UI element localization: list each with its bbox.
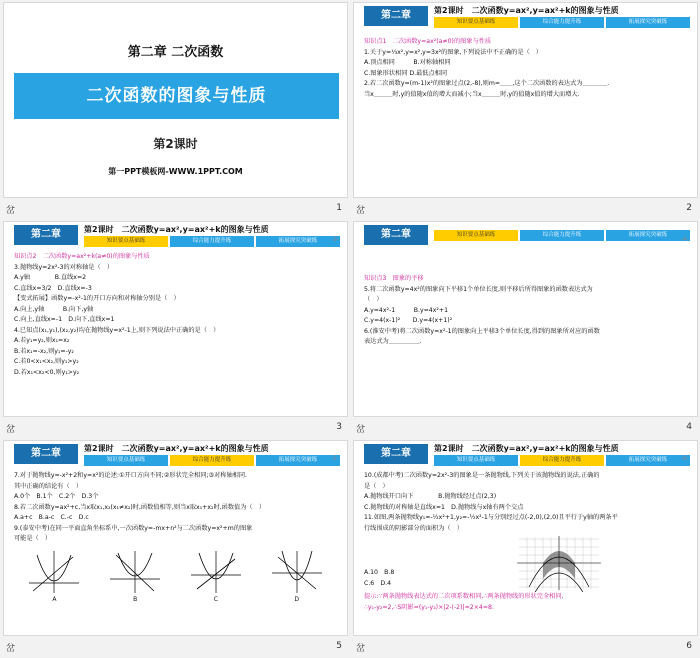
question-line: 行线围成的阴影部分的面积为（ ） (364, 524, 463, 532)
slide-header (4, 222, 347, 248)
page-indicator: -3- (330, 236, 339, 243)
slide-body (364, 37, 687, 100)
slide-header (354, 3, 697, 29)
knowledge-point: 知识点3 图象的平移 (364, 275, 424, 282)
option-line: C.抛物线的对称轴是直线x=1 D.抛物线与x轴有两个交点 (364, 503, 524, 511)
slide-canvas (3, 440, 348, 636)
option-line: C.直线x=3/2 D.直线x=-3 (14, 284, 92, 292)
slide-canvas (3, 221, 348, 417)
question-line: 表达式为＿＿＿＿＿. (364, 338, 422, 345)
session-label: 第2课时 (153, 137, 198, 151)
option-line: A.向上,y轴 B.向下,y轴 (14, 305, 94, 313)
slide-header (354, 441, 697, 467)
question-line: 11.如图,两条抛物线y₁=-½x²+1,y₂=-½x²-1与分别经过点(-2,0),(2,0)且平行于y轴的两条平 (364, 514, 618, 521)
knowledge-point: 知识点2 二次函数y=ax²+k(a≠0)的图象与性质 (14, 253, 150, 260)
tab-extension[interactable]: 拓展探究突破练 (606, 230, 690, 241)
question-line: （ ） (364, 296, 383, 303)
main-title: 二次函数的图象与性质 (86, 86, 267, 106)
question-line: 可能是（ ） (14, 535, 52, 542)
graph-choice[interactable] (267, 549, 327, 606)
slide-type-icon: 岔 (356, 644, 366, 654)
slide-type-icon: 岔 (6, 425, 16, 435)
shaded-parabolas-figure (514, 534, 604, 592)
slide-body (14, 252, 337, 378)
section-tabs (434, 230, 692, 241)
tab-basic[interactable]: 知识要点基础练 (434, 230, 518, 241)
slide-footer (3, 638, 348, 656)
choice-label: B (133, 595, 138, 603)
parabola-graph-icon (189, 549, 243, 595)
hint-line: 提示:∵两条抛物线表达式的二次项系数相同,∴两条抛物线的形状完全相同, (364, 593, 564, 600)
slide-type-icon: 岔 (6, 644, 16, 654)
choice-label: A (52, 595, 57, 603)
graph-choice[interactable] (24, 549, 84, 606)
option-line: B.若x₁=-x₂,则y₁=-y₂ (14, 347, 74, 355)
slide-header (4, 441, 347, 467)
slide-number: 1 (336, 203, 342, 213)
section-tabs (84, 455, 342, 466)
slide-2[interactable] (353, 2, 698, 218)
tab-comprehensive[interactable]: 综合能力提升练 (520, 17, 604, 28)
chapter-badge: 第二章 (364, 6, 428, 26)
question-line: 2.若二次函数y=(m-1)x²的图象过点(2,-8),则m=＿＿,这个二次函数的表达式为＿＿＿＿. (364, 80, 610, 87)
question-line: 其中正确的结论有（ ） (14, 482, 83, 490)
parabola-graph-icon (27, 549, 81, 595)
slide-body (14, 471, 337, 605)
slide-4[interactable] (353, 221, 698, 437)
question-line: 1.关于y=⅓x²,y=x²,y=3x²的图象,下列说法中不正确的是（ ） (364, 48, 543, 56)
slide-canvas (353, 440, 698, 636)
tab-comprehensive[interactable]: 综合能力提升练 (170, 236, 254, 247)
option-line: A.0个 B.1个 C.2个 D.3个 (14, 493, 99, 500)
question-line: 3.抛物线y=2x²-3的对称轴是（ ） (14, 263, 114, 271)
slide-header (354, 222, 697, 248)
slide-canvas (353, 221, 698, 417)
section-tabs (84, 236, 342, 247)
tab-comprehensive[interactable]: 综合能力提升练 (520, 230, 604, 241)
lesson-title: 第2课时 二次函数y=ax²,y=ax²+k的图象与性质 (84, 225, 269, 234)
slide-canvas (353, 2, 698, 198)
tab-extension[interactable]: 拓展探究突破练 (606, 455, 690, 466)
slide-type-icon: 岔 (356, 206, 366, 216)
slide-body (364, 274, 687, 348)
knowledge-point: 知识点1 二次函数y=ax²(a≠0)的图象与性质 (364, 38, 492, 45)
question-line: 5.将二次函数y=4x²的图象向下平移1个单位长度,则平移后所得图象的函数表达式为 (364, 285, 593, 293)
parabola-graph-icon (270, 549, 324, 595)
tab-extension[interactable]: 拓展探究突破练 (606, 17, 690, 28)
question-line: 10.(成都中考)二次函数y=2x²-3的图象是一条抛物线,下列关于该抛物线的说法,正确的 (364, 472, 600, 479)
option-line: C.6 D.4 (364, 579, 392, 587)
graph-choice[interactable] (105, 549, 165, 606)
question-line: 4.已知点(x₁,y₁),(x₂,y₂)均在抛物线y=x²-1上,则下列说法中正确的是（ ） (14, 326, 220, 334)
option-line: A.10 B.8 (364, 569, 395, 576)
slide-5[interactable] (3, 440, 348, 656)
tab-comprehensive[interactable]: 综合能力提升练 (170, 455, 254, 466)
graph-choices (14, 549, 337, 606)
slide-footer (353, 638, 698, 656)
slide-type-icon: 岔 (6, 206, 16, 216)
slide-footer (353, 419, 698, 437)
slide-footer (3, 419, 348, 437)
choice-label: D (294, 595, 299, 603)
slide-type-icon: 岔 (356, 425, 366, 435)
chapter-badge: 第二章 (364, 444, 428, 464)
title-band (14, 73, 339, 119)
slide-footer (353, 200, 698, 218)
lesson-title: 第2课时 二次函数y=ax²,y=ax²+k的图象与性质 (84, 444, 269, 453)
option-line: C.若0<x₁<x₂,则y₁>y₂ (14, 358, 79, 365)
slide-number: 5 (336, 641, 342, 651)
option-line: C.图象形状相同 D.最低点相同 (364, 69, 448, 77)
hint-line: ∴y₁-y₂=2,∴S阴影=(y₁-y₂)×|2-(-2)|=2×4=8. (364, 603, 494, 611)
option-line: A.若y₁=y₂,则x₁=x₂ (14, 337, 70, 344)
section-tabs (434, 455, 692, 466)
slide-canvas (3, 2, 348, 198)
option-line: D.若x₁<x₂<0,则y₁>y₂ (14, 368, 80, 376)
slide-body (364, 471, 687, 613)
slide-number: 4 (686, 422, 692, 432)
option-line: A.抛物线开口向下 B.抛物线经过点(2,3) (364, 493, 497, 500)
tab-basic[interactable]: 知识要点基础练 (434, 455, 518, 466)
option-line: C.向上,直线x=-1 D.向下,直线x=1 (14, 316, 115, 323)
question-line: 是（ ） (364, 482, 389, 490)
site-label: 第一PPT模板网-WWW.1PPT.COM (108, 167, 243, 176)
slide-1[interactable] (3, 2, 348, 218)
slide-number: 3 (336, 422, 342, 432)
option-line: A.a+c B.a-c C.-c D.c (14, 514, 89, 521)
page-indicator: -6- (680, 455, 689, 462)
tab-extension[interactable]: 拓展探究突破练 (256, 236, 340, 247)
slide-number: 2 (686, 203, 692, 213)
lesson-title: 第2课时 二次函数y=ax²,y=ax²+k的图象与性质 (434, 444, 619, 453)
chapter-badge: 第二章 (14, 225, 78, 245)
section-tabs (434, 17, 692, 28)
option-line: A.y轴 B.直线x=2 (14, 274, 87, 281)
parabola-graph-icon (108, 549, 162, 595)
choice-label: C (213, 595, 218, 603)
slide-3[interactable] (3, 221, 348, 437)
chapter-title: 第二章 二次函数 (127, 45, 224, 60)
option-line: C.y=4(x-1)² D.y=4(x+1)² (364, 317, 453, 324)
tab-basic[interactable]: 知识要点基础练 (84, 236, 168, 247)
tab-extension[interactable]: 拓展探究突破练 (256, 455, 340, 466)
question-line: 9.(泰安中考)在同一平面直角坐标系中,一次函数y=-mx+n²与二次函数y=x²+m的图象 (14, 524, 253, 532)
graph-choice[interactable] (186, 549, 246, 606)
lesson-title: 第2课时 二次函数y=ax²,y=ax²+k的图象与性质 (434, 6, 619, 15)
question-line: 8.若二次函数y=ax²+c,当x取x₁,x₂(x₁≠x₂)时,函数值相等,则当x取x₁+x₂时,函数值为（ ） (14, 503, 265, 511)
page-indicator: -5- (330, 455, 339, 462)
question-line: 7.对于抛物线y=-x²+2和y=x²的论述:①开口方向不同;②形状完全相同;③对称轴相同. (14, 472, 247, 479)
slide-footer (3, 200, 348, 218)
option-line: A.顶点相同 B.对称轴相同 (364, 59, 451, 66)
tab-comprehensive[interactable]: 综合能力提升练 (520, 455, 604, 466)
slide-number: 6 (686, 641, 692, 651)
tab-basic[interactable]: 知识要点基础练 (434, 17, 518, 28)
question-line: 当x＿＿＿时,y的值随x值的增大而减小;当x＿＿＿时,y的值随x值的增大而增大. (364, 90, 580, 98)
question-line: 【变式拓展】函数y=-x²-1的开口方向和对称轴分别是（ ） (14, 295, 180, 302)
option-line: A.y=4x²-1 B.y=4x²+1 (364, 306, 449, 314)
slide-6[interactable] (353, 440, 698, 656)
page-indicator: -4- (680, 236, 689, 243)
chapter-badge: 第二章 (14, 444, 78, 464)
tab-basic[interactable]: 知识要点基础练 (84, 455, 168, 466)
chapter-badge: 第二章 (364, 225, 428, 245)
question-line: 6.(淮安中考)将二次函数y=x²-1的图象向上平移3个单位长度,得到的图象所对应的函数 (364, 327, 600, 335)
